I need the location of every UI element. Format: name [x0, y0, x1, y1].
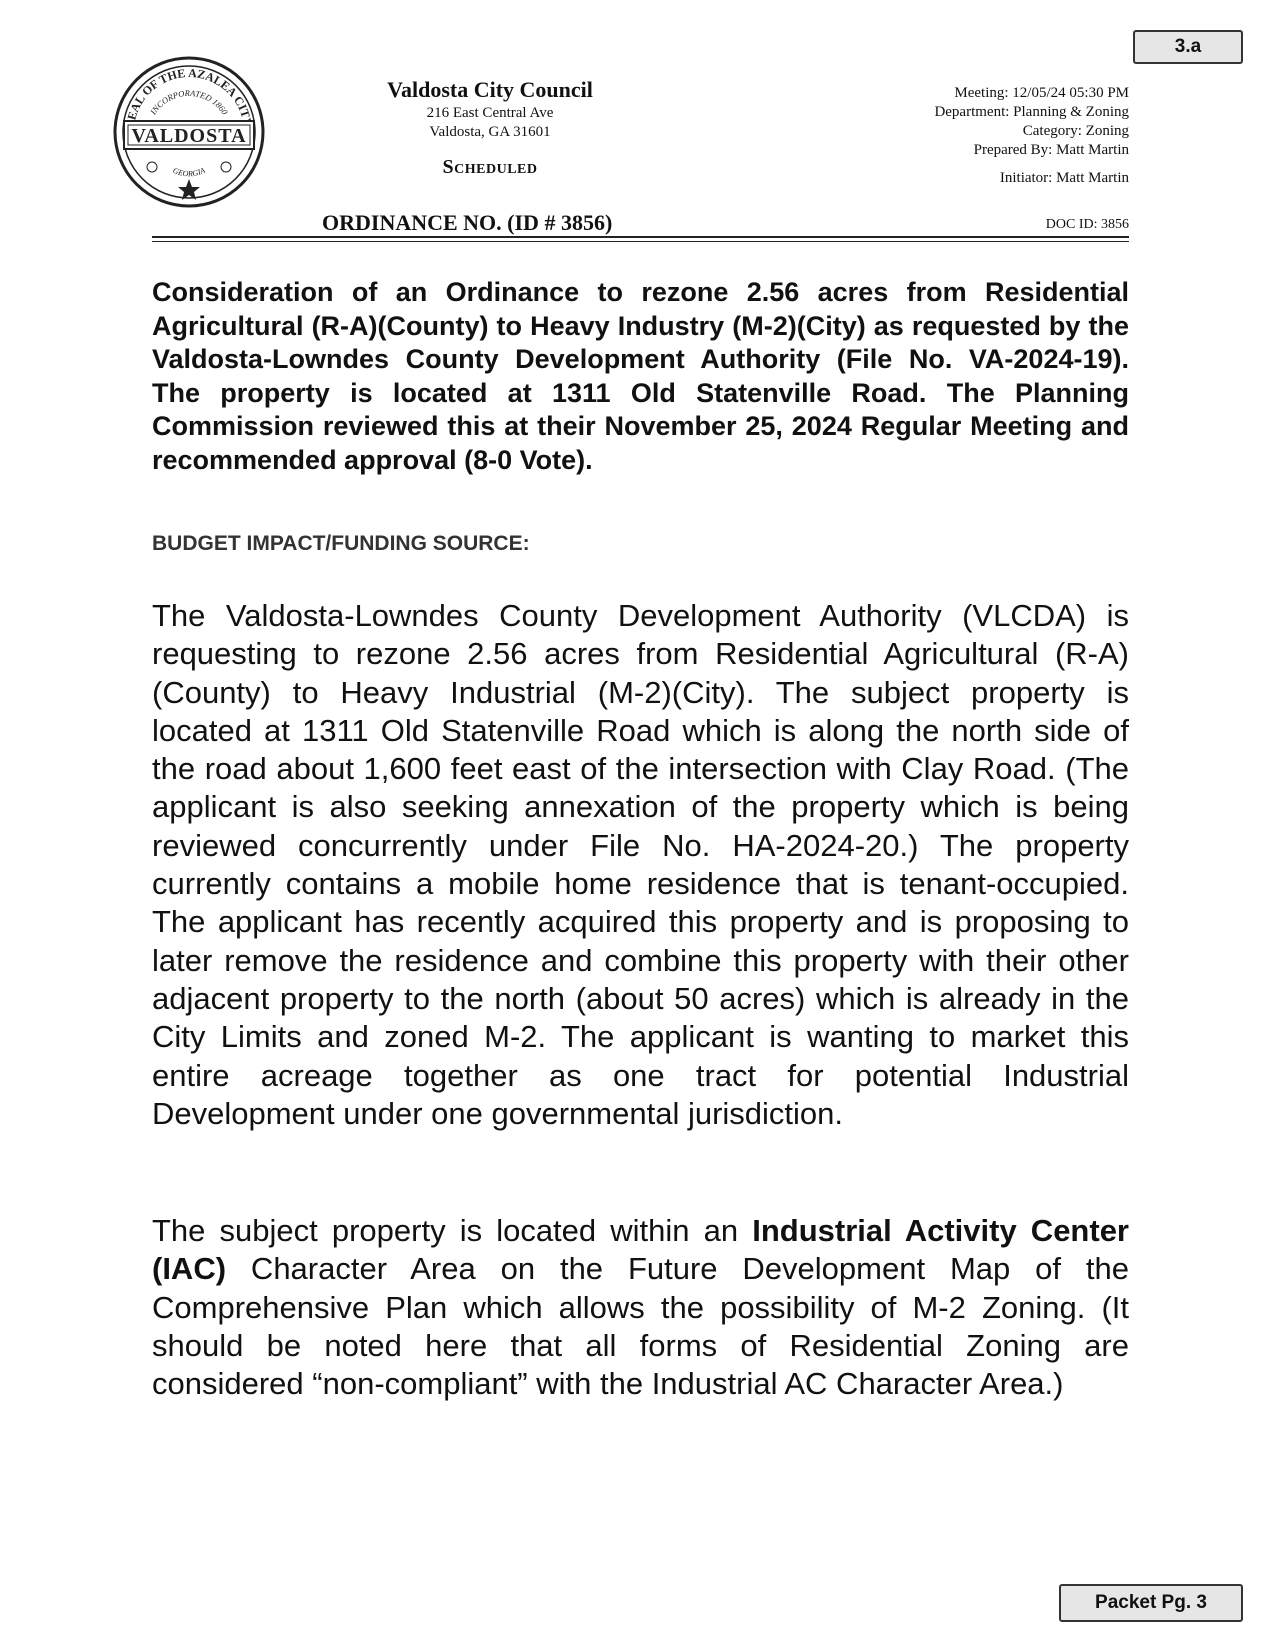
council-header: [340, 76, 640, 177]
header-divider-thin: [152, 241, 1129, 242]
svg-text:VALDOSTA: VALDOSTA: [131, 125, 247, 147]
meeting-date: Meeting: 12/05/24 05:30 PM: [954, 85, 1129, 101]
svg-text:INCORPORATED 1860: INCORPORATED 1860: [147, 87, 230, 117]
ordinance-summary: Consideration of an Ordinance to rezone 2.56 acres from Residential Agricultural (R-A)(County) to Heavy Industry (M-2)(City) as requested by the Valdosta-Lowndes County Development Authority (File No. VA-2024-19). The property is located at 1311 Old Statenville Road. The Planning Commission reviewed this at their November 25, 2024 Regular Meeting and recommended approval (8-0 Vote).: [152, 277, 1129, 475]
budget-heading: BUDGET IMPACT/FUNDING SOURCE:: [152, 532, 530, 555]
meeting-meta: [934, 84, 1129, 188]
council-address-line1: 216 East Central Ave: [426, 105, 554, 121]
packet-page-number: Packet Pg. 3: [1059, 1584, 1243, 1622]
agenda-status: Scheduled: [442, 156, 538, 178]
council-name: Valdosta City Council: [387, 77, 593, 102]
header-divider: [152, 236, 1129, 238]
paragraph2-text-start: The subject property is located within an: [152, 1213, 753, 1248]
city-seal-logo: [112, 55, 266, 209]
initiator: Initiator: Matt Martin: [999, 170, 1129, 186]
background-paragraph-1: The Valdosta-Lowndes County Development Authority (VLCDA) is requesting to rezone 2.56 acres from Residential Agricultural (R-A)(County) to Heavy Industrial (M-2)(City). The subject property is located at 1311 Old Statenville Road which is along the north side of the road about 1,600 feet east of the intersection with Clay Road. (The applicant is also seeking annexation of the property which is being reviewed concurrently under File No. HA-2024-20.) The property currently contains a mobile home residence that is tenant-occupied. The applicant has recently acquired this property and is proposing to later remove the residence and combine this property with their other adjacent property to the north (about 50 acres) which is already in the City Limits and zoned M-2. The applicant is wanting to market this entire acreage together as one tract for potential Industrial Development under one governmental jurisdiction.: [152, 598, 1129, 1131]
department: Department: Planning & Zoning: [934, 104, 1129, 120]
prepared-by: Prepared By: Matt Martin: [973, 142, 1129, 158]
council-address-line2: Valdosta, GA 31601: [429, 124, 551, 140]
category: Category: Zoning: [1022, 123, 1129, 139]
doc-id: DOC ID: 3856: [1045, 217, 1129, 232]
paragraph2-text-end: Character Area on the Future Development Map of the Comprehensive Plan which allows the possibility of M-2 Zoning. (It should be noted here that all forms of Residential Zoning are considered “non-compliant” with the Industrial AC Character Area.): [152, 1251, 1129, 1402]
svg-text:GEORGIA: GEORGIA: [171, 165, 207, 179]
background-paragraph-2: [152, 1212, 1129, 1403]
paragraph2-bold-term: Industrial Activity Center (IAC): [152, 1213, 1129, 1287]
svg-text:SEAL OF THE AZALEA CITY: EAL OF THE AZALEA CIT: [124, 65, 253, 122]
ordinance-title: ORDINANCE NO. (ID # 3856): [322, 210, 613, 235]
agenda-item-tag: 3.a: [1133, 30, 1243, 64]
